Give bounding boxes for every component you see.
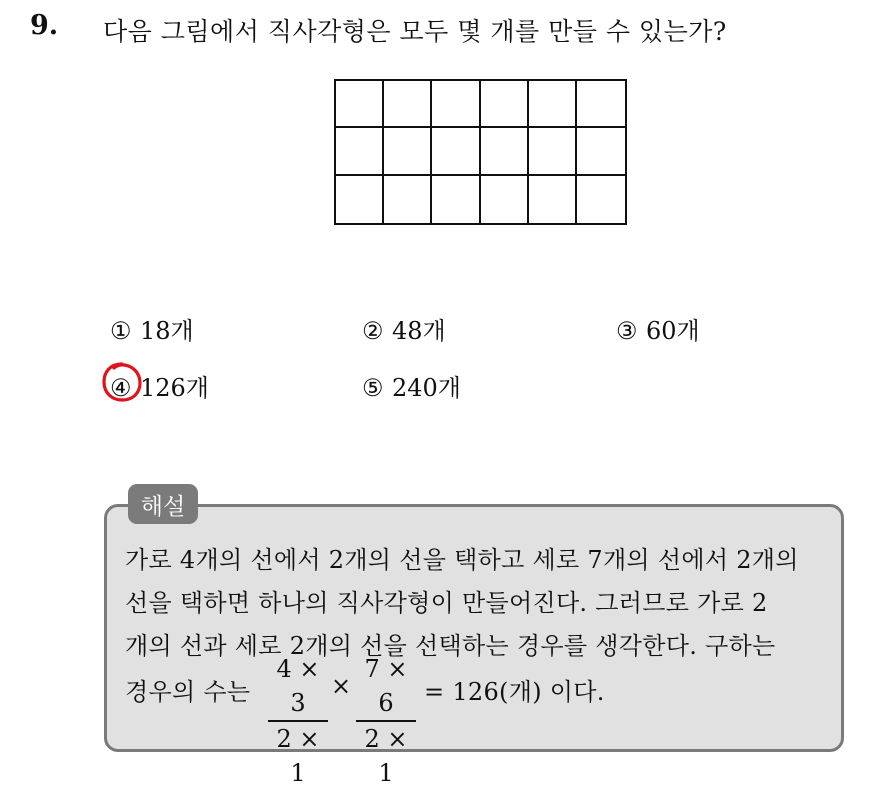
grid-cell (529, 176, 577, 223)
grid-cell (432, 176, 480, 223)
explanation-line-3: 개의 선과 세로 2개의 선을 선택하는 경우를 생각한다. 구하는 (125, 632, 776, 660)
choice-2-value: 48개 (392, 317, 446, 345)
question-number: 9. (30, 10, 59, 41)
choice-3-mark: ③ (616, 317, 638, 345)
choice-5-value: 240개 (392, 374, 461, 402)
grid-cell (481, 176, 529, 223)
grid-cell (481, 81, 529, 128)
explanation-line-4-prefix: 경우의 수는 (125, 678, 251, 706)
grid-cell (577, 81, 625, 128)
choice-1[interactable] (110, 311, 194, 346)
grid-cell (384, 176, 432, 223)
rectangle-grid-figure (334, 79, 627, 225)
choice-2-mark: ② (362, 317, 384, 345)
fraction-1-numerator: 4 × 3 (276, 655, 320, 717)
explanation-line-1: 가로 4개의 선에서 2개의 선을 택하고 세로 7개의 선에서 2개의 (125, 546, 799, 574)
choice-5-mark: ⑤ (362, 374, 384, 402)
choice-3[interactable] (616, 311, 700, 346)
choice-1-mark: ① (110, 317, 132, 345)
grid-cell (577, 128, 625, 175)
fraction-2-numerator: 7 × 6 (364, 655, 408, 717)
grid-cell (529, 81, 577, 128)
times-sign: × (331, 672, 352, 700)
grid-cell (432, 81, 480, 128)
choice-4-mark: ④ (110, 374, 132, 402)
grid-cell (384, 128, 432, 175)
fraction-2 (356, 652, 416, 790)
choice-5[interactable] (362, 368, 461, 403)
grid-cell (577, 176, 625, 223)
choice-2[interactable] (362, 311, 446, 346)
answer-circle-mark (101, 361, 143, 403)
grid-cell (336, 81, 384, 128)
choice-3-value: 60개 (646, 317, 700, 345)
grid-cell (336, 176, 384, 223)
explanation-tag: 해설 (128, 484, 198, 524)
question-text: 다음 그림에서 직사각형은 모두 몇 개를 만들 수 있는가? (103, 17, 727, 46)
fraction-1-denominator: 2 × 1 (276, 725, 320, 787)
grid-cell (336, 128, 384, 175)
choice-1-value: 18개 (140, 317, 194, 345)
fraction-2-denominator: 2 × 1 (364, 725, 408, 787)
explanation-result: = 126(개) 이다. (424, 678, 605, 706)
explanation-line-2: 선을 택하면 하나의 직사각형이 만들어진다. 그러므로 가로 2 (125, 589, 768, 617)
grid-cell (384, 81, 432, 128)
fraction-1 (268, 652, 328, 790)
grid-cell (432, 128, 480, 175)
choice-4-value: 126개 (140, 374, 209, 402)
grid-cell (529, 128, 577, 175)
grid-cell (481, 128, 529, 175)
